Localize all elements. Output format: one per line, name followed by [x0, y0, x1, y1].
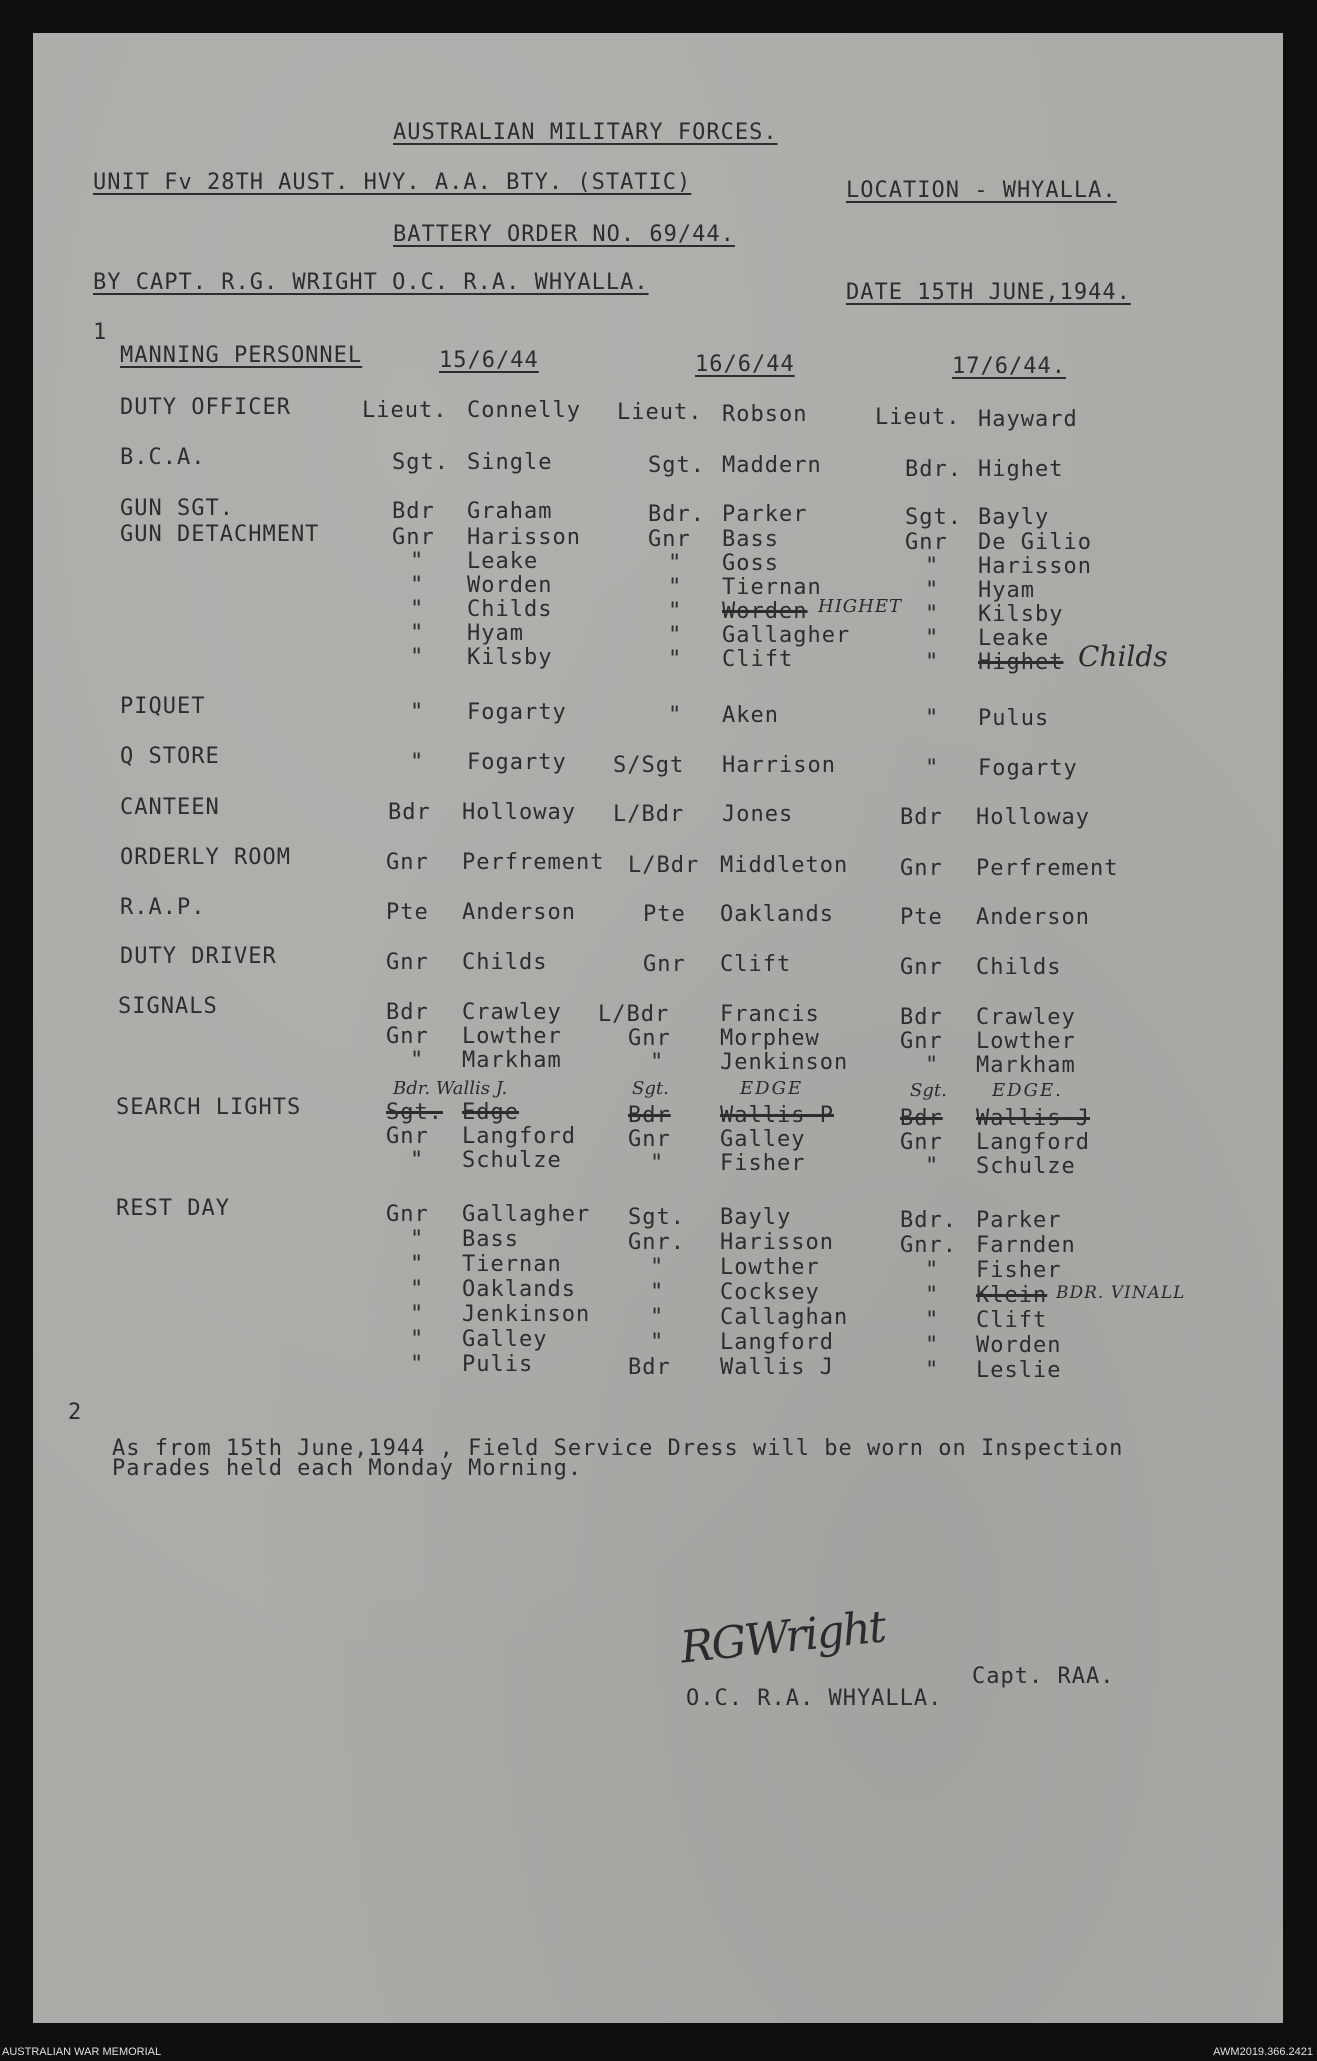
rank: Lieut. [362, 398, 448, 423]
name: Hyam [978, 578, 1035, 603]
struck-rank: Bdr [628, 1103, 671, 1128]
row-label-gun-detachment: GUN DETACHMENT [120, 522, 320, 547]
name: Tiernan [722, 575, 822, 600]
signatory-title: O.C. R.A. WHYALLA. [686, 1686, 943, 1711]
row-label-search-lights: SEARCH LIGHTS [116, 1095, 302, 1120]
struck-rank: Sgt. [386, 1100, 443, 1125]
name: Oaklands [720, 902, 834, 927]
rank: Bdr [388, 800, 431, 825]
rank: Bdr. [900, 1208, 957, 1233]
name: Bayly [720, 1205, 792, 1230]
struck-name: Wallis J [976, 1106, 1090, 1131]
ditto-mark: " [668, 575, 683, 600]
name: Holloway [976, 805, 1090, 830]
name: Langford [462, 1124, 576, 1149]
ditto-mark: " [410, 573, 425, 598]
ditto-mark: " [650, 1050, 665, 1075]
signatory-rank: Capt. RAA. [972, 1664, 1115, 1689]
rank: Pte [900, 905, 943, 930]
ditto-mark: " [410, 597, 425, 622]
paragraph-number-2: 2 [68, 1400, 83, 1425]
date-column-2: 16/6/44 [695, 352, 795, 377]
name: Gallagher [462, 1202, 591, 1227]
handwritten-correction: EDGE [740, 1078, 804, 1099]
handwritten-correction: BDR. VINALL [1056, 1283, 1186, 1303]
rank: Bdr [900, 1005, 943, 1030]
name: Pulis [462, 1352, 534, 1377]
ditto-mark: " [410, 700, 425, 725]
row-label-bca: B.C.A. [120, 445, 206, 470]
name: Leslie [976, 1358, 1062, 1383]
ditto-mark: " [650, 1151, 665, 1176]
archive-reference-number: AWM2019.366.2421 [1213, 2046, 1313, 2058]
paragraph-number-1: 1 [93, 320, 108, 345]
row-label-orderly-room: ORDERLY ROOM [120, 845, 291, 870]
ditto-mark: " [925, 578, 940, 603]
handwritten-correction: Bdr. Wallis J. [393, 1078, 508, 1099]
name: Clift [976, 1308, 1048, 1333]
row-label-q-store: Q STORE [120, 744, 220, 769]
name: Childs [467, 597, 553, 622]
struck-name: Highet [978, 650, 1064, 675]
name: Lowther [462, 1024, 562, 1049]
name: Fogarty [467, 750, 567, 775]
rank: Sgt. [392, 450, 449, 475]
date-column-1: 15/6/44 [439, 348, 539, 373]
rank: Gnr [386, 1024, 429, 1049]
ditto-mark: " [925, 706, 940, 731]
name: Bass [722, 527, 779, 552]
name: Lowther [720, 1255, 820, 1280]
issued-by-line: BY CAPT. R.G. WRIGHT O.C. R.A. WHYALLA. [93, 270, 649, 295]
struck-name: Worden [722, 599, 808, 624]
rank: Gnr. [900, 1233, 957, 1258]
name: Harisson [978, 554, 1092, 579]
ditto-mark: " [668, 599, 683, 624]
struck-name: Klein [976, 1283, 1048, 1308]
row-label-signals: SIGNALS [118, 994, 218, 1019]
rank: Gnr [643, 952, 686, 977]
name: Perfrement [976, 856, 1119, 881]
rank: Gnr. [628, 1230, 685, 1255]
name: Highet [978, 457, 1064, 482]
name: Clift [720, 952, 792, 977]
row-label-rest-day: REST DAY [116, 1196, 230, 1221]
name: Parker [976, 1208, 1062, 1233]
name: Leake [467, 549, 539, 574]
ditto-mark: " [410, 1148, 425, 1173]
name: Lowther [976, 1029, 1076, 1054]
name: Kilsby [467, 645, 553, 670]
name: Oaklands [462, 1277, 576, 1302]
rank: Bdr [386, 1000, 429, 1025]
struck-name: Edge [462, 1100, 519, 1125]
name: Goss [722, 551, 779, 576]
name: Anderson [976, 905, 1090, 930]
rank: Bdr [628, 1355, 671, 1380]
rank: Gnr [386, 950, 429, 975]
name: Graham [467, 499, 553, 524]
date-column-3: 17/6/44. [952, 354, 1066, 379]
name: Tiernan [462, 1252, 562, 1277]
ditto-mark: " [668, 623, 683, 648]
name: Aken [722, 703, 779, 728]
name: Markham [462, 1048, 562, 1073]
rank: Gnr [648, 527, 691, 552]
name: Robson [722, 402, 808, 427]
name: Jenkinson [462, 1302, 591, 1327]
manning-personnel-heading: MANNING PERSONNEL [120, 343, 363, 368]
name: Fisher [720, 1151, 806, 1176]
name: Cocksey [720, 1280, 820, 1305]
ditto-mark: " [410, 1048, 425, 1073]
ditto-mark: " [668, 551, 683, 576]
name: Harisson [720, 1230, 834, 1255]
ditto-mark: " [410, 1352, 425, 1377]
rank: Gnr [900, 1029, 943, 1054]
ditto-mark: " [650, 1280, 665, 1305]
ditto-mark: " [410, 1327, 425, 1352]
handwritten-correction: EDGE. [992, 1080, 1063, 1101]
ditto-mark: " [410, 1277, 425, 1302]
name: Hyam [467, 621, 524, 646]
unit-line: UNIT Fv 28TH AUST. HVY. A.A. BTY. (STATIC) [93, 170, 692, 195]
name: Francis [720, 1002, 820, 1027]
name: Farnden [976, 1233, 1076, 1258]
name: Pulus [978, 706, 1050, 731]
name: Harrison [722, 753, 836, 778]
name: Jones [722, 802, 794, 827]
name: Connelly [467, 398, 581, 423]
name: Langford [720, 1330, 834, 1355]
rank: Gnr [628, 1127, 671, 1152]
ditto-mark: " [925, 1053, 940, 1078]
name: Langford [976, 1130, 1090, 1155]
row-label-piquet: PIQUET [120, 694, 206, 719]
rank: Gnr [900, 856, 943, 881]
name: De Gilio [978, 530, 1092, 555]
rank: Bdr. [648, 502, 705, 527]
name: Childs [462, 950, 548, 975]
handwritten-signature: RGWright [677, 1601, 887, 1674]
handwritten-correction: Sgt. [632, 1078, 669, 1099]
rank: Gnr [900, 955, 943, 980]
ditto-mark: " [410, 1227, 425, 1252]
name: Fogarty [467, 700, 567, 725]
ditto-mark: " [925, 1283, 940, 1308]
battery-order-number: BATTERY ORDER NO. 69/44. [393, 222, 735, 247]
name: Gallagher [722, 623, 851, 648]
ditto-mark: " [410, 645, 425, 670]
row-label-gun-sgt: GUN SGT. [120, 496, 234, 521]
ditto-mark: " [925, 554, 940, 579]
row-label-duty-officer: DUTY OFFICER [120, 395, 291, 420]
name: Hayward [978, 407, 1078, 432]
name: Clift [722, 647, 794, 672]
ditto-mark: " [668, 703, 683, 728]
ditto-mark: " [410, 621, 425, 646]
ditto-mark: " [925, 1358, 940, 1383]
name: Crawley [976, 1005, 1076, 1030]
name: Perfrement [462, 850, 605, 875]
rank: Bdr [900, 805, 943, 830]
ditto-mark: " [925, 1154, 940, 1179]
name: Worden [976, 1333, 1062, 1358]
location-line: LOCATION - WHYALLA. [846, 178, 1117, 203]
ditto-mark: " [668, 647, 683, 672]
name: Callaghan [720, 1305, 849, 1330]
paragraph-2-line-1: As from 15th June,1944 , Field Service Dress will be worn on Inspection [112, 1436, 1124, 1461]
name: Holloway [462, 800, 576, 825]
name: Single [467, 450, 553, 475]
name: Wallis J [720, 1355, 834, 1380]
name: Childs [976, 955, 1062, 980]
document-title: AUSTRALIAN MILITARY FORCES. [393, 120, 778, 145]
ditto-mark: " [925, 626, 940, 651]
ditto-mark: " [925, 650, 940, 675]
ditto-mark: " [410, 549, 425, 574]
rank: Pte [386, 900, 429, 925]
handwritten-correction: Childs [1078, 640, 1168, 673]
rank: Sgt. [905, 505, 962, 530]
rank: Lieut. [875, 405, 961, 430]
name: Morphew [720, 1026, 820, 1051]
name: Bass [462, 1227, 519, 1252]
name: Jenkinson [720, 1050, 849, 1075]
name: Parker [722, 502, 808, 527]
archive-credit: AUSTRALIAN WAR MEMORIAL [2, 2046, 162, 2058]
rank: Sgt. [648, 453, 705, 478]
rank: Gnr [905, 530, 948, 555]
ditto-mark: " [650, 1305, 665, 1330]
rank: Gnr [386, 1124, 429, 1149]
ditto-mark: " [650, 1330, 665, 1355]
name: Maddern [722, 453, 822, 478]
row-label-canteen: CANTEEN [120, 795, 220, 820]
name: Schulze [976, 1154, 1076, 1179]
name: Bayly [978, 505, 1050, 530]
name: Galley [720, 1127, 806, 1152]
handwritten-correction: HIGHET [818, 596, 903, 617]
ditto-mark: " [925, 1308, 940, 1333]
rank: Gnr [386, 1202, 429, 1227]
name: Worden [467, 573, 553, 598]
rank: Bdr [392, 499, 435, 524]
ditto-mark: " [925, 756, 940, 781]
ditto-mark: " [410, 1302, 425, 1327]
order-date: DATE 15TH JUNE,1944. [846, 280, 1131, 305]
paragraph-2-line-2: Parades held each Monday Morning. [112, 1456, 583, 1481]
name: Fogarty [978, 756, 1078, 781]
handwritten-correction: Sgt. [910, 1080, 947, 1101]
rank: Gnr [628, 1026, 671, 1051]
ditto-mark: " [650, 1255, 665, 1280]
rank: Pte [643, 902, 686, 927]
name: Harisson [467, 525, 581, 550]
name: Middleton [720, 853, 849, 878]
name: Markham [976, 1053, 1076, 1078]
rank: Gnr [392, 525, 435, 550]
rank: L/Bdr [598, 1002, 670, 1027]
name: Kilsby [978, 602, 1064, 627]
rank: Gnr [386, 850, 429, 875]
rank: L/Bdr [613, 802, 685, 827]
ditto-mark: " [925, 1333, 940, 1358]
row-label-rap: R.A.P. [120, 895, 206, 920]
rank: S/Sgt [613, 753, 685, 778]
name: Leake [978, 626, 1050, 651]
rank: Lieut. [617, 400, 703, 425]
ditto-mark: " [410, 1252, 425, 1277]
name: Crawley [462, 1000, 562, 1025]
name: Galley [462, 1327, 548, 1352]
ditto-mark: " [925, 1258, 940, 1283]
row-label-duty-driver: DUTY DRIVER [120, 944, 277, 969]
struck-name: Wallis P [720, 1103, 834, 1128]
name: Fisher [976, 1258, 1062, 1283]
rank: L/Bdr [628, 853, 700, 878]
name: Schulze [462, 1148, 562, 1173]
struck-rank: Bdr [900, 1106, 943, 1131]
rank: Sgt. [628, 1205, 685, 1230]
rank: Gnr [900, 1130, 943, 1155]
ditto-mark: " [925, 602, 940, 627]
ditto-mark: " [410, 750, 425, 775]
rank: Bdr. [905, 457, 962, 482]
name: Anderson [462, 900, 576, 925]
